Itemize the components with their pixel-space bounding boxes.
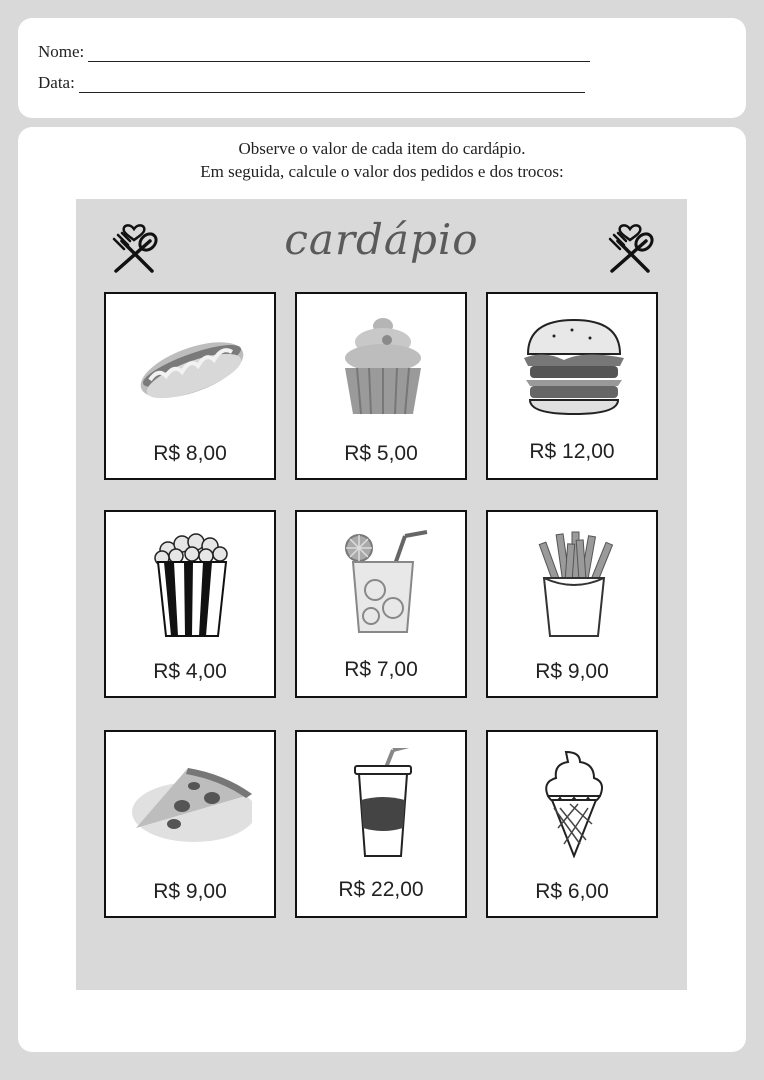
menu-title: cardápio <box>284 215 479 264</box>
instruction-line-1: Observe o valor de cada item do cardápio. <box>238 139 526 158</box>
soda-cup-icon <box>323 748 443 858</box>
item-price: R$ 9,00 <box>535 660 609 683</box>
item-price: R$ 8,00 <box>153 442 227 465</box>
name-field-row <box>38 42 590 62</box>
item-price: R$ 7,00 <box>344 658 418 681</box>
hotdog-icon <box>132 310 252 420</box>
menu-item-fries <box>486 510 658 698</box>
ice-cream-icon <box>514 748 634 858</box>
item-price: R$ 5,00 <box>344 442 418 465</box>
name-line[interactable] <box>88 48 590 62</box>
menu-item-hotdog <box>104 292 276 480</box>
lemonade-icon <box>323 528 443 638</box>
burger-icon <box>514 310 634 420</box>
item-price: R$ 9,00 <box>153 880 227 903</box>
menu-item-ice-cream <box>486 730 658 918</box>
worksheet-card <box>18 127 746 1052</box>
date-line[interactable] <box>79 79 585 93</box>
date-field-row <box>38 73 585 93</box>
date-label: Data: <box>38 73 75 92</box>
menu-item-popcorn <box>104 510 276 698</box>
menu-item-soda-cup <box>295 730 467 918</box>
menu-item-cupcake <box>295 292 467 480</box>
menu-item-pizza <box>104 730 276 918</box>
item-price: R$ 4,00 <box>153 660 227 683</box>
student-info-card <box>18 18 746 118</box>
fries-icon <box>514 528 634 638</box>
popcorn-icon <box>132 528 252 638</box>
menu-item-lemonade <box>295 510 467 698</box>
cupcake-icon <box>323 310 443 420</box>
item-price: R$ 22,00 <box>338 878 424 901</box>
menu-panel <box>76 199 687 990</box>
cutlery-heart-icon <box>606 215 654 275</box>
instruction-line-2: Em seguida, calcule o valor dos pedidos e dos trocos: <box>200 162 564 181</box>
name-label: Nome: <box>38 42 85 61</box>
pizza-icon <box>132 748 252 858</box>
menu-item-burger <box>486 292 658 480</box>
item-price: R$ 6,00 <box>535 880 609 903</box>
item-price: R$ 12,00 <box>529 440 615 463</box>
